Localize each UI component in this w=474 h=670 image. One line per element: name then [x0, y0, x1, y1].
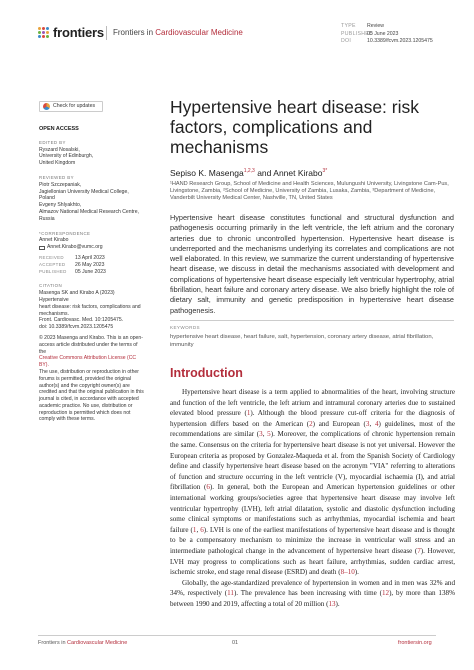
journal-title[interactable]: [113, 28, 243, 37]
author-affiliation-marker: 1,2,3: [243, 168, 255, 175]
reviewed-by-label: REVIEWED BY: [39, 174, 74, 180]
article-dates: RECEIVED 13 April 2023 ACCEPTED 26 May 2023 PUBLISHED 05 June 2023: [39, 254, 106, 275]
body-text: ), by more than 138% between 1990 and 2019, affecting a total of 20 million (: [170, 589, 455, 608]
body-text: ). Although the blood pressure cut-off criteria for the diagnosis of hypertension differs based on the American (: [170, 409, 456, 428]
reference-link[interactable]: 6: [206, 483, 210, 492]
author-affiliation-marker: 3*: [322, 168, 328, 175]
meta-type: TYPE Review: [341, 23, 385, 29]
reference-link[interactable]: 6: [200, 525, 204, 534]
body-text: Globally, the age-standardized prevalence of hypertension in women and in men was 32% and 34%, respectively (: [170, 578, 455, 598]
reference-link[interactable]: 7: [417, 546, 421, 555]
reference-link[interactable]: 12: [381, 589, 390, 598]
keywords-divider: [170, 320, 454, 321]
body-paragraph: [170, 387, 455, 578]
citation-label: CITATION: [39, 283, 63, 289]
reference-link[interactable]: 1: [246, 409, 251, 418]
check-updates-icon: [43, 103, 50, 110]
reference-link[interactable]: 3: [365, 419, 370, 428]
header-divider: [106, 26, 107, 40]
body-text: ).: [354, 568, 359, 577]
page-number: 01: [232, 640, 239, 646]
correspondence-name: Annet Kirabo: [39, 237, 69, 244]
article-sidebar: [39, 101, 144, 423]
edited-by-label: EDITED BY: [39, 139, 66, 145]
logo-dot: [46, 35, 49, 38]
footer-site-link[interactable]: frontiersin.org: [398, 640, 432, 646]
page-header: [0, 0, 474, 58]
author-name[interactable]: Annet Kirabo: [273, 168, 323, 178]
footer-journal[interactable]: Frontiers in Cardiovascular Medicine: [38, 640, 128, 646]
logo-dot: [38, 35, 41, 38]
body-text: ). However, LVH may progress to complications such as heart failure, arrhythmias, sudden cardiac arrest, ischemic stroke, end stage renal disease (ESRD) and death (: [170, 546, 455, 577]
logo-dot: [42, 27, 45, 30]
reference-link[interactable]: 2: [309, 419, 313, 428]
body-text: ,: [196, 525, 201, 534]
introduction-heading: Introduction: [170, 366, 243, 380]
logo-dot: [42, 35, 45, 38]
logo-dot: [46, 31, 49, 34]
license-link[interactable]: Creative Commons Attribution License (CC BY).: [39, 355, 137, 369]
correspondence-label: *CORRESPONDENCE: [39, 230, 91, 236]
logo-dot: [38, 31, 41, 34]
logo-dot: [42, 31, 45, 34]
reviewer-line: Jagiellonian University Medical College,: [39, 188, 129, 195]
copyright-line: forums is permitted, provided the original: [39, 375, 132, 382]
reference-link[interactable]: 4: [374, 419, 379, 428]
reviewer-line: Evgeny Shlyakhto,: [39, 202, 82, 209]
citation-line: doi: 10.3389/fcvm.2023.1205475: [39, 324, 114, 331]
citation-line: Masenga SK and Kirabo A (2023) Hypertensive: [39, 290, 115, 303]
copyright-line: © 2023 Masenga and Kirabo. This is an open-: [39, 334, 143, 341]
citation-line: heart disease: risk factors, complications and: [39, 303, 141, 310]
reference-link[interactable]: 13: [328, 599, 336, 608]
mail-icon: [39, 246, 45, 250]
reference-link[interactable]: 11: [227, 589, 234, 598]
body-paragraph: [170, 578, 455, 610]
editor-line: Ryszard Nosalski,: [39, 146, 80, 153]
keywords-list: hypertensive heart disease, heart failure, salt, hypertension, coronary artery disease, atrial fibrillation, immunity: [170, 334, 434, 348]
body-text: ,: [262, 430, 268, 439]
reviewer-line: Piotr Szczepaniak,: [39, 181, 82, 188]
body-text: ).: [335, 599, 340, 608]
logo-dot: [38, 27, 41, 30]
correspondence-email-link[interactable]: Annet.Kirabo@vumc.org: [39, 244, 144, 251]
author-name[interactable]: Sepiso K. Masenga: [170, 168, 244, 178]
copyright-line: The use, distribution or reproduction in other: [39, 368, 139, 375]
body-text: ). In general, both the European and American hypertension guidelines or other international working groups/societies agree that hypertensive heart disease may involve left ventricular hypertrophy (LVH), left atrial dilatation, systolic and diastolic dysfunction including some clinical symptoms or manifestations such as arrhythmias, myocardial ischemia and heart failure (: [170, 483, 455, 534]
reference-link[interactable]: 3: [259, 430, 263, 439]
keywords-label: KEYWORDS: [170, 325, 200, 330]
citation-line: Front. Cardiovasc. Med. 10:1205475.: [39, 317, 124, 324]
copyright-line: reproduction is permitted which does not: [39, 409, 131, 416]
author-affiliations: ¹HAND Research Group, School of Medicine and Health Sciences, Mulungushi University, Livingstone Cam-Pus, Livingstone, Zambia, ²School of Medicine, University of Zambia, Lusaka, Zambia, ³Department of Medicine, Vanderbilt University Medical Center, Nashville, TN, United States: [170, 181, 449, 202]
author-list: [170, 168, 327, 178]
reviewer-line: Russia: [39, 215, 55, 222]
logo-dot: [46, 27, 49, 30]
journal-prefix: Frontiers in: [113, 28, 154, 37]
body-text: ,: [369, 419, 375, 428]
reference-link[interactable]: 1: [192, 525, 197, 534]
copyright-line: access article distributed under the terms of the: [39, 341, 138, 355]
frontiers-logo[interactable]: [38, 25, 104, 40]
copyright-line: credited and that the original publication in this: [39, 389, 144, 396]
footer-divider: [38, 635, 436, 636]
meta-published: PUBLISHED05 June 2023: [341, 30, 399, 37]
reference-link[interactable]: 5: [267, 430, 271, 439]
body-text: ). LVH is one of the earliest manifestations of hypertensive heart disease and is thought to be a compensatory mechanism to minimize the increase in ventricular wall stress and an intermediate pathological change in the advancement of hypertensive heart disease (: [170, 525, 455, 555]
author-separator: and: [254, 168, 274, 178]
logo-text: frontiers: [53, 25, 104, 40]
reference-link[interactable]: 8–10: [340, 568, 355, 577]
copyright-line: comply with these terms.: [39, 416, 96, 423]
frontiers-logo-icon: [38, 27, 49, 38]
reviewer-line: Almazov National Medical Research Centre,: [39, 208, 139, 215]
article-body: [170, 387, 455, 609]
article-title: Hypertensive heart disease: risk factors, complications and mechanisms: [170, 97, 419, 157]
meta-doi[interactable]: DOI 10.3389/fcvm.2023.1205475: [341, 38, 433, 44]
reviewer-line: Poland: [39, 195, 55, 202]
open-access-label: OPEN ACCESS: [39, 126, 79, 132]
copyright-line: journal is cited, in accordance with accepted: [39, 396, 139, 403]
abstract: Hypertensive heart disease constitutes functional and structural dysfunction and pathogenesis occurring primarily in the left ventricle, the left atrium and the coronary arteries due to chronic uncontrolled hypertension. Hypertensive heart disease is underreported and the mechanisms underlying its correlates and complications are not well elaborated. In this review, we summarize the current understanding of hypertensive heart disease, we discuss in detail the mechanisms associated with development and complications of hypertensive heart disease especially left ventricular hypertrophy, atrial fibrillation, heart failure and coronary artery disease. We also briefly highlight the role of dietary salt, immunity and genetic predisposition in hypertensive heart disease pathogenesis.: [170, 213, 454, 315]
body-text: ) guidelines, most of the recommendations are similar (: [170, 419, 455, 439]
article-meta: [341, 23, 433, 46]
body-text: ) and European (: [312, 419, 366, 428]
body-text: ). Moreover, the complications of chronic hypertension remain the same. Consensus on the criteria for hypertensive heart disease is not yet universal. However the European criteria as proposed by Gonzalez-Maqueda et al. from the Spanish Society of Cardiology define and classify hypertensive heart disease based on the acronym "VIA" referring to alterations of function and structure occurring in the left ventricle (V), myocardial ischaemia (I), and atrial fibrillation (: [170, 430, 455, 492]
editor-line: University of Edinburgh,: [39, 153, 94, 160]
check-for-updates-button[interactable]: Check for updates: [39, 101, 103, 112]
journal-name: Cardiovascular Medicine: [155, 28, 243, 37]
body-text: ). The prevalence has been increasing with time (: [233, 589, 382, 598]
copyright-line: author(s) and the copyright owner(s) are: [39, 382, 130, 389]
citation-line: mechanisms.: [39, 310, 70, 317]
copyright-line: academic practice. No use, distribution or: [39, 402, 133, 409]
body-text: Hypertensive heart disease is a term applied to abnormalities of the heart, involving structure and function of the left ventricle, the left atrium and intramural coronary arteries due to sustained elevated blood pressure (: [170, 388, 455, 418]
editor-line: United Kingdom: [39, 160, 76, 167]
